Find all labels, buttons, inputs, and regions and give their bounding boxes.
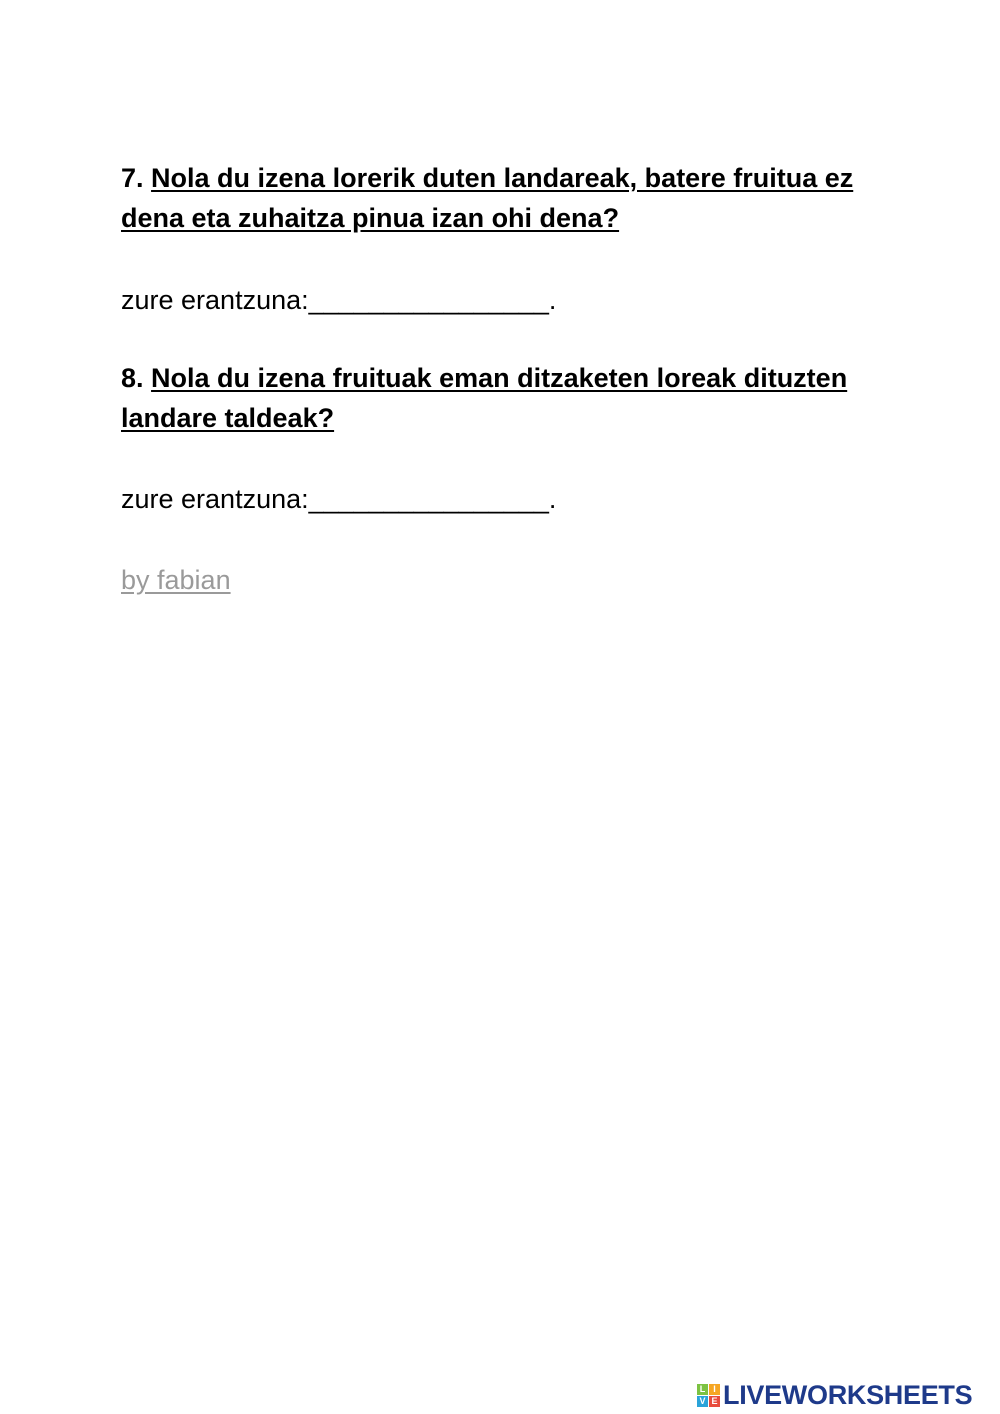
answer-label: zure erantzuna: <box>121 484 309 514</box>
question-text: Nola du izena fruituak eman ditzaketen loreak dituzten landare taldeak? <box>121 363 848 433</box>
question-8 <box>121 358 881 438</box>
answer-blank-input[interactable]: ________________. <box>308 285 557 315</box>
logo-letter-i: I <box>709 1384 720 1395</box>
question-number: 7. <box>121 163 144 193</box>
question-number: 8. <box>121 363 144 393</box>
question-text: Nola du izena lorerik duten landareak, batere fruitua ez dena eta zuhaitza pinua izan ohi dena? <box>121 163 854 233</box>
answer-7 <box>121 280 556 320</box>
logo-text: LIVEWORKSHEETS <box>723 1379 973 1410</box>
logo-letter-l: L <box>697 1384 708 1395</box>
logo-icon <box>697 1384 720 1407</box>
answer-blank-input[interactable]: ________________. <box>308 484 557 514</box>
liveworksheets-logo <box>697 1379 972 1411</box>
logo-letter-e: E <box>709 1396 720 1407</box>
credit-link[interactable]: by fabian <box>121 565 231 595</box>
answer-8 <box>121 479 556 519</box>
logo-letter-v: V <box>697 1396 708 1407</box>
answer-label: zure erantzuna: <box>121 285 309 315</box>
question-7 <box>121 158 881 238</box>
